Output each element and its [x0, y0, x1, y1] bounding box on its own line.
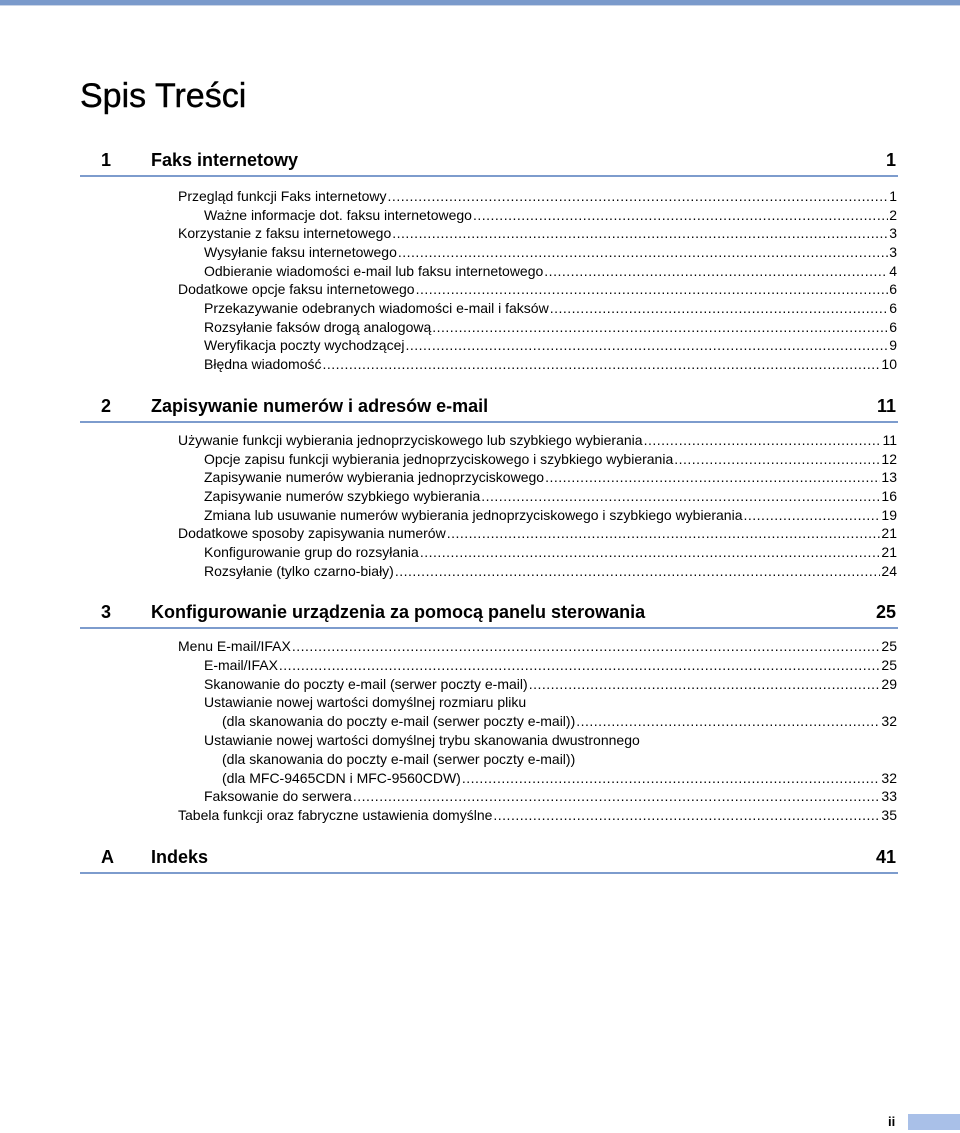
toc-entry-text: Przekazywanie odebranych wiadomości e-mail i faksów: [204, 300, 549, 316]
toc-entry-text: Weryfikacja poczty wychodzącej: [204, 337, 405, 353]
toc-entry-text: Używanie funkcji wybierania jednoprzyciskowego lub szybkiego wybierania: [178, 432, 643, 448]
toc-entry[interactable]: [204, 731, 897, 749]
toc-entry[interactable]: [178, 431, 897, 449]
toc-entry[interactable]: [204, 562, 897, 580]
appendix-a-heading[interactable]: [80, 842, 898, 874]
toc-entry[interactable]: [204, 675, 897, 693]
toc-entry-page: 10: [881, 356, 897, 372]
toc-entry-page: 21: [881, 544, 897, 560]
toc-entry-text: Zapisywanie numerów szybkiego wybierania: [204, 488, 481, 504]
toc-entry-text: (dla skanowania do poczty e-mail (serwer poczty e-mail)): [222, 713, 576, 729]
toc-entry-text: (dla MFC-9465CDN i MFC-9560CDW): [222, 770, 461, 786]
toc-entry[interactable]: [178, 187, 897, 205]
dot-leader: [481, 487, 880, 505]
toc-entry-page: 33: [881, 788, 897, 804]
dot-leader: [395, 562, 881, 580]
toc-entry-page: 2: [889, 207, 897, 223]
toc-entry-page: 3: [889, 225, 897, 241]
dot-leader: [544, 262, 888, 280]
dot-leader: [493, 806, 880, 824]
toc-entry[interactable]: [204, 787, 897, 805]
chapter-number: A: [101, 847, 114, 867]
dot-leader: [323, 355, 881, 373]
toc-entry-page: 35: [881, 807, 897, 823]
toc-entry[interactable]: [204, 656, 897, 674]
toc-entry[interactable]: [178, 524, 897, 542]
page-title: Spis Treści: [80, 77, 247, 115]
toc-entry-page: 1: [889, 188, 897, 204]
toc-entry-text: Ustawianie nowej wartości domyślnej trybu skanowania dwustronnego: [204, 732, 640, 748]
dot-leader: [292, 637, 881, 655]
toc-entry-text: Opcje zapisu funkcji wybierania jednoprzyciskowego i szybkiego wybierania: [204, 451, 674, 467]
dot-leader: [420, 543, 881, 561]
toc-entry[interactable]: [178, 280, 897, 298]
chapter-number: 2: [101, 396, 112, 416]
toc-entry[interactable]: [204, 262, 897, 280]
toc-entry[interactable]: [178, 806, 897, 824]
toc-entry-page: 16: [881, 488, 897, 504]
chapter-1-heading[interactable]: [80, 145, 898, 177]
toc-entry-text: Błędna wiadomość: [204, 356, 322, 372]
dot-leader: [447, 524, 881, 542]
dot-leader: [388, 187, 889, 205]
toc-entry-page: 6: [889, 300, 897, 316]
dot-leader: [744, 506, 881, 524]
toc-entry[interactable]: [204, 299, 897, 317]
toc-entry[interactable]: [204, 206, 897, 224]
chapter-page: 41: [875, 847, 896, 867]
chapter-title: Konfigurowanie urządzenia za pomocą panelu sterowania: [151, 602, 646, 622]
toc-entry-page: 13: [881, 469, 897, 485]
chapter-title: Faks internetowy: [151, 150, 299, 170]
dot-leader: [529, 675, 881, 693]
toc-entry-page: 9: [889, 337, 897, 353]
chapter-page: 11: [876, 396, 896, 416]
toc-entry-text: Odbieranie wiadomości e-mail lub faksu internetowego: [204, 263, 544, 279]
dot-leader: [545, 468, 880, 486]
toc-entry[interactable]: [204, 318, 897, 336]
toc-entry-page: 6: [889, 319, 897, 335]
toc-entry[interactable]: [204, 468, 897, 486]
toc-entry[interactable]: [204, 487, 897, 505]
dot-leader: [416, 280, 889, 298]
toc-entry-text: Wysyłanie faksu internetowego: [204, 244, 397, 260]
toc-entry-page: 3: [889, 244, 897, 260]
toc-entry-page: 4: [889, 263, 897, 279]
dot-leader: [576, 712, 880, 730]
footer-tab: [908, 1114, 960, 1130]
dot-leader: [473, 206, 888, 224]
toc-entry-text: E-mail/IFAX: [204, 657, 278, 673]
dot-leader: [353, 787, 881, 805]
toc-entry-page: 11: [882, 432, 897, 448]
toc-entry[interactable]: [222, 750, 897, 768]
toc-entry-page: 24: [881, 563, 897, 579]
chapter-page: 25: [875, 602, 896, 622]
toc-entry-page: 21: [881, 525, 897, 541]
toc-entry-page: 19: [881, 507, 897, 523]
toc-entry[interactable]: [204, 543, 897, 561]
chapter-number: 1: [101, 150, 112, 170]
dot-leader: [550, 299, 889, 317]
dot-leader: [279, 656, 881, 674]
chapter-number: 3: [101, 602, 112, 622]
toc-entry[interactable]: [222, 769, 897, 787]
page-number: ii: [888, 1114, 896, 1129]
dot-leader: [432, 318, 888, 336]
toc-entry-text: Ważne informacje dot. faksu internetowego: [204, 207, 472, 223]
toc-entry[interactable]: [204, 693, 897, 711]
toc-entry-page: 6: [889, 281, 897, 297]
dot-leader: [405, 336, 888, 354]
dot-leader: [392, 224, 888, 242]
toc-entry[interactable]: [204, 450, 897, 468]
toc-entry-text: Rozsyłanie (tylko czarno-biały): [204, 563, 394, 579]
dot-leader: [674, 450, 880, 468]
dot-leader: [462, 769, 881, 787]
toc-entry-text: Konfigurowanie grup do rozsyłania: [204, 544, 419, 560]
top-rule: [0, 0, 960, 6]
toc-entry[interactable]: [204, 355, 897, 373]
toc-entry-text: Tabela funkcji oraz fabryczne ustawienia domyślne: [178, 807, 493, 823]
chapter-title: Indeks: [151, 847, 209, 867]
toc-entry-text: Zapisywanie numerów wybierania jednoprzyciskowego: [204, 469, 545, 485]
toc-entry-page: 25: [881, 638, 897, 654]
toc-entry[interactable]: [204, 506, 897, 524]
toc-entry-text: Zmiana lub usuwanie numerów wybierania jednoprzyciskowego i szybkiego wybierania: [204, 507, 743, 523]
toc-entry[interactable]: [178, 224, 897, 242]
toc-entry-text: Korzystanie z faksu internetowego: [178, 225, 392, 241]
toc-entry[interactable]: [204, 243, 897, 261]
toc-entry[interactable]: [204, 336, 897, 354]
toc-entry-page: 29: [881, 676, 897, 692]
toc-entry-text: Dodatkowe sposoby zapisywania numerów: [178, 525, 446, 541]
toc-entry-page: 32: [881, 770, 897, 786]
toc-entry-page: 32: [881, 713, 897, 729]
toc-entry-page: 12: [881, 451, 897, 467]
chapter-2-heading[interactable]: [80, 391, 898, 423]
toc-entry-page: 25: [881, 657, 897, 673]
chapter-3-heading[interactable]: [80, 597, 898, 629]
toc-entry[interactable]: [178, 637, 897, 655]
toc-entry-text: Faksowanie do serwera: [204, 788, 352, 804]
toc-entry-text: Przegląd funkcji Faks internetowy: [178, 188, 387, 204]
toc-entry-text: Dodatkowe opcje faksu internetowego: [178, 281, 415, 297]
toc-entry-text: Rozsyłanie faksów drogą analogową: [204, 319, 432, 335]
toc-entry-text: (dla skanowania do poczty e-mail (serwer poczty e-mail)): [222, 751, 576, 767]
toc-entry[interactable]: [222, 712, 897, 730]
dot-leader: [398, 243, 888, 261]
toc-entry-text: Menu E-mail/IFAX: [178, 638, 291, 654]
toc-entry-text: Ustawianie nowej wartości domyślnej rozmiaru pliku: [204, 694, 527, 710]
chapter-page: 1: [885, 150, 896, 170]
dot-leader: [644, 431, 882, 449]
chapter-title: Zapisywanie numerów i adresów e-mail: [151, 396, 489, 416]
toc-entry-text: Skanowanie do poczty e-mail (serwer poczty e-mail): [204, 676, 528, 692]
